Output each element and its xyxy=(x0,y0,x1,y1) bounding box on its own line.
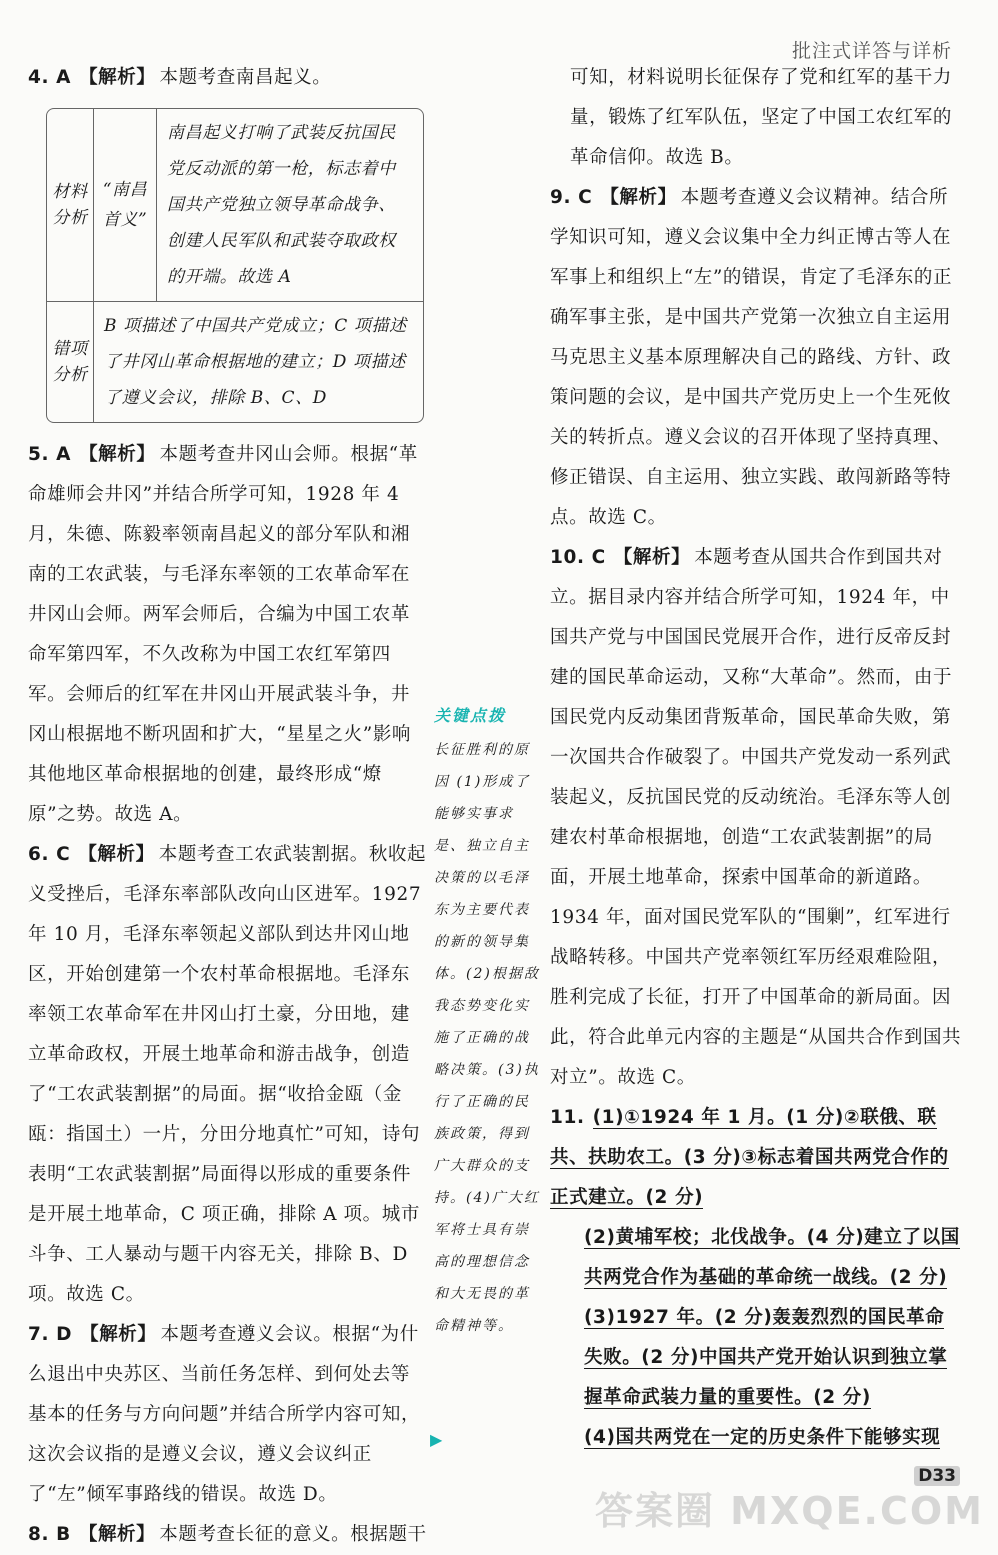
sidebar-title: 关键点拨 xyxy=(434,706,507,725)
question-4-number: 4. A xyxy=(28,67,72,88)
question-6-number: 6. C xyxy=(28,844,71,865)
arrow-right-icon: ▶ xyxy=(430,1430,443,1449)
question-6-tag: 【解析】 xyxy=(78,844,155,865)
question-8-tag: 【解析】 xyxy=(78,1524,156,1545)
question-8 xyxy=(28,1515,428,1555)
left-column xyxy=(28,58,428,1555)
question-8-number: 8. B xyxy=(28,1524,71,1545)
answer-11-1: (1)①1924 年 1 月。(1 分)②联俄、联共、扶助农工。(3 分)③标志着国共两党合作的正式建立。(2 分) xyxy=(550,1107,949,1208)
question-5 xyxy=(28,435,428,835)
question-11-part1 xyxy=(550,1098,962,1218)
analysis-row-wrong xyxy=(47,301,423,422)
question-9-number: 9. C xyxy=(550,187,593,208)
watermark-logo: 答案圈 MXQE.COM xyxy=(594,1489,984,1533)
question-8-continued: 可知，材料说明长征保存了党和红军的基干力量，锻炼了红军队伍，坚定了中国工农红军的革命信仰。故选 B。 xyxy=(570,67,953,168)
question-4-text: 本题考查南昌起义。 xyxy=(159,67,332,88)
question-5-tag: 【解析】 xyxy=(79,444,156,465)
question-4 xyxy=(28,58,428,98)
question-7-text: 本题考查遵义会议。根据“为什么退出中央苏区、当前任务怎样、到何处去等基本的任务与方向问题”并结合所学内容可知，这次会议指的是遵义会议，遵义会议纠正了“左”倾军事路线的错误。故选 D。 xyxy=(28,1324,421,1505)
wrong-option-label: 错项分析 xyxy=(52,339,88,385)
question-10 xyxy=(550,538,962,1098)
question-4-tag: 【解析】 xyxy=(79,67,156,88)
question-10-number: 10. C xyxy=(550,547,606,568)
analysis-table xyxy=(46,108,424,423)
question-9-tag: 【解析】 xyxy=(600,187,677,208)
analysis-row-material xyxy=(47,109,423,301)
page-number: D33 xyxy=(914,1466,960,1486)
material-analysis-label: 材料分析 xyxy=(52,182,88,228)
question-5-text: 本题考查井冈山会师。根据“革命雄师会井冈”并结合所学可知，1928 年 4 月，朱德、陈毅率领南昌起义的部分军队和湘南的工农武装，与毛泽东率领的工农革命军在井冈山会师。两军会师后，合编为中国工农革命军第四军，不久改称为中国工农红军第四军。会师后的红军在井冈山开展武装斗争，井冈山根据地不断巩固和扩大，“星星之火”影响其他地区革命根据地的创建，最终形成“燎原”之势。故选 A。 xyxy=(28,444,418,825)
question-10-text: 本题考查从国共合作到国共对立。据目录内容并结合所学可知，1924 年，中国共产党与中国国民党展开合作，进行反帝反封建的国民革命运动，又称“大革命”。然而，由于国民党内反动集团背叛革命，国民革命失败，第一次国共合作破裂了。中国共产党发动一系列武装起义，反抗国民党的反动统治。毛泽东等人创建农村革命根据地，创造“工农武装割据”的局面，开展土地革命，探索中国革命的新道路。1934 年，面对国民党军队的“围剿”，红军进行战略转移。中国共产党率领红军历经艰难险阻，胜利完成了长征，打开了中国革命的新局面。因此，符合此单元内容的主题是“从国共合作到国共对立”。故选 C。 xyxy=(550,547,962,1088)
question-5-number: 5. A xyxy=(28,444,72,465)
question-10-tag: 【解析】 xyxy=(613,547,691,568)
question-11-part2 xyxy=(550,1218,962,1298)
question-6-text: 本题考查工农武装割据。秋收起义受挫后，毛泽东率部队改向山区进军。1927 年 10 月，毛泽东率领起义部队到达井冈山地区，开始创建第一个农村革命根据地。毛泽东率领工农革命军在井冈山打土豪，分田地，建立革命政权，开展土地革命和游击战争，创造了“工农武装割据”的局面。据“收拾金瓯（金瓯：指国土）一片，分田分地真忙”可知，诗句表明“工农武装割据”局面得以形成的重要条件是开展土地革命，C 项正确，排除 A 项。城市斗争、工人暴动与题干内容无关，排除 B、D 项。故选 C。 xyxy=(28,844,427,1305)
key-point-sidebar xyxy=(434,700,542,1342)
wrong-option-text: B 项描述了中国共产党成立；C 项描述了井冈山革命根据地的建立；D 项描述了遵义会议，排除 B、C、D xyxy=(93,302,423,422)
question-11 xyxy=(550,1098,962,1458)
question-11-part4 xyxy=(550,1418,962,1458)
right-column xyxy=(550,58,962,1458)
answer-11-2: (2)黄埔军校；北伐战争。(4 分)建立了以国共两党合作为基础的革命统一战线。(2 分) xyxy=(584,1227,960,1288)
answer-11-3: (3)1927 年。(2 分)轰轰烈烈的国民革命失败。(2 分)中国共产党开始认识到独立掌握革命武装力量的重要性。(2 分) xyxy=(584,1307,948,1408)
question-7-tag: 【解析】 xyxy=(80,1324,157,1345)
question-11-number: 11. xyxy=(550,1107,585,1128)
question-11-part3 xyxy=(550,1298,962,1418)
question-6 xyxy=(28,835,428,1315)
answer-11-4: (4)国共两党在一定的历史条件下能够实现 xyxy=(584,1427,941,1448)
material-analysis-text: 南昌起义打响了武装反抗国民党反动派的第一枪，标志着中国共产党独立领导革命战争、创建人民军队和武装夺取政权的开端。故选 A xyxy=(156,109,423,301)
sidebar-body: 长征胜利的原因 (1)形成了能够实事求是、独立自主决策的以毛泽东为主要代表的新的领导集体。(2)根据敌我态势变化实施了正确的战略决策。(3)执行了正确的民族政策，得到广大群众的支持。(4)广大红军将士具有崇高的理想信念和大无畏的革命精神等。 xyxy=(434,742,540,1334)
question-7 xyxy=(28,1315,428,1515)
page-header: 批注式详答与详析 xyxy=(791,40,952,62)
nanchang-label: “南昌首义” xyxy=(93,109,156,301)
question-9-text: 本题考查遵义会议精神。结合所学知识可知，遵义会议集中全力纠正博古等人在军事上和组织上“左”的错误，肯定了毛泽东的正确军事主张，是中国共产党第一次独立自主运用马克思主义基本原理解决自己的路线、方针、政策问题的会议，是中国共产党历史上一个生死攸关的转折点。遵义会议的召开体现了坚持真理、修正错误、自主运用、独立实践、敢闯新路等特点。故选 C。 xyxy=(550,187,953,528)
question-9 xyxy=(550,178,962,538)
question-8-text: 本题考查长征的意义。根据题干 xyxy=(159,1524,427,1545)
question-7-number: 7. D xyxy=(28,1324,73,1345)
